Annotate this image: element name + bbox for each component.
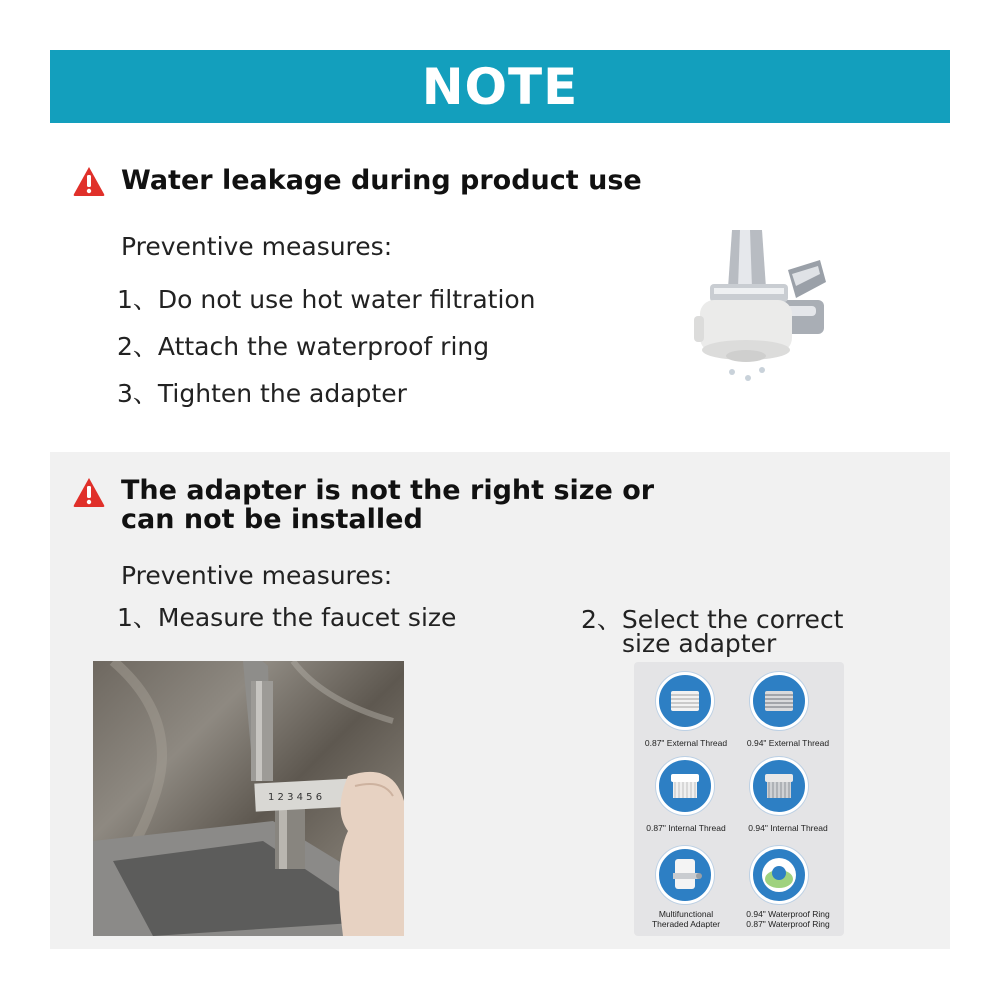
section1-item-3: 3、Tighten the adapter: [117, 379, 407, 408]
adapter-label-094-internal: 0.94" Internal Thread: [748, 823, 828, 833]
section2-intro: Preventive measures:: [121, 561, 393, 590]
section2-heading-line2: can not be installed: [121, 504, 423, 535]
faucet-measurement-image: [93, 661, 404, 936]
adapter-label-087-internal: 0.87" Internal Thread: [646, 823, 726, 833]
external-thread-icon: [656, 672, 714, 730]
adapter-label-waterproof-087: 0.87" Waterproof Ring: [746, 919, 830, 929]
section1-item-2: 2、Attach the waterproof ring: [117, 332, 490, 361]
multifunctional-adapter-icon: [656, 846, 714, 904]
internal-thread-icon: [656, 757, 714, 815]
adapter-label-087-external: 0.87" External Thread: [644, 738, 728, 748]
section2-item-1: 1、Measure the faucet size: [117, 603, 457, 632]
adapter-label-094-external: 0.94" External Thread: [746, 738, 830, 748]
section1-item-1: 1、Do not use hot water filtration: [117, 285, 536, 314]
section1-intro: Preventive measures:: [121, 232, 393, 261]
faucet-filter-image: [670, 230, 828, 390]
section1-heading: Water leakage during product use: [121, 165, 642, 196]
adapter-label-multifunctional-1: Multifunctional: [658, 909, 714, 919]
external-thread-icon: [750, 672, 808, 730]
section2-item-2-line2: size adapter: [622, 629, 777, 658]
section2-heading-line1: The adapter is not the right size or: [121, 475, 655, 506]
internal-thread-icon: [750, 757, 808, 815]
waterproof-ring-icon: [750, 846, 808, 904]
adapter-label-multifunctional-2: Theraded Adapter: [651, 919, 721, 929]
ruler-ticks: 1 2 3 4 5 6: [268, 792, 323, 803]
note-title: NOTE: [421, 57, 579, 116]
note-banner: [50, 50, 950, 123]
warning-icon: [72, 165, 106, 197]
warning-icon: [72, 476, 106, 508]
adapter-label-waterproof-094: 0.94" Waterproof Ring: [746, 909, 830, 919]
section2-item-2-line1: 2、Select the correct: [581, 605, 844, 634]
